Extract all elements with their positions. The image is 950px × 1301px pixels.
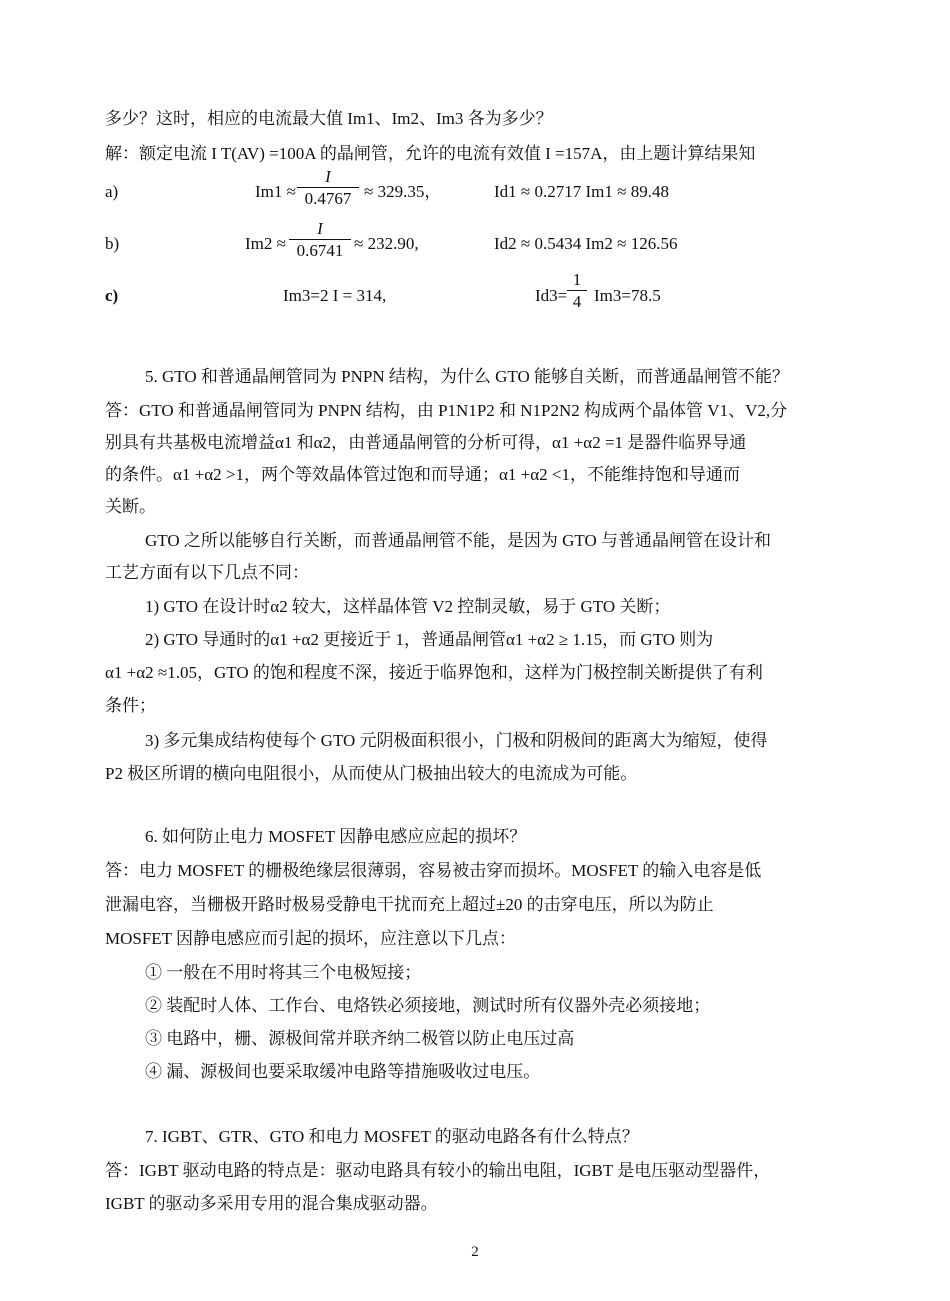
list-item-continuation: P2 极区所谓的横向电阻很小，从而使从门极抽出较大的电流成为可能。 [105,764,638,783]
fraction [567,270,587,313]
list-item: 1) GTO 在设计时α2 较大，这样晶体管 V2 控制灵敏，易于 GTO 关断； [145,597,671,616]
fraction-numerator: 1 [572,270,582,289]
text-line: 多少？这时，相应的电流最大值 Im1、Im2、Im3 各为多少？ [105,109,553,128]
equation-right: Id1 ≈ 0.2717 Im1 ≈ 89.48 [494,182,669,201]
text-line: 解：额定电流 I T(AV) =100A 的晶闸管，允许的电流有效值 I =157A，由上题计算结果知 [105,144,756,163]
answer-6-line: 泄漏电容，当栅极开路时极易受静电干扰而充上超过±20 的击穿电压，所以为防止 [105,895,714,914]
answer-6-line: MOSFET 因静电感应而引起的损坏，应注意以下几点： [105,929,517,948]
equation-rhs: ≈ 329.35， [364,182,442,201]
answer-5-line: 关断。 [105,497,156,516]
question-5: 5. GTO 和普通晶闸管同为 PNPN 结构，为什么 GTO 能够自关断，而普通晶闸管不能？ [145,367,789,386]
equation-rhs: ≈ 232.90, [354,234,419,253]
bullet-item: ② 装配时人体、工作台、电烙铁必须接地，测试时所有仪器外壳必须接地； [145,996,711,1015]
answer-5-line: 别具有共基极电流增益α1 和α2，由普通晶闸管的分析可得，α1 +α2 =1 是器件临界导通 [105,433,747,452]
question-7: 7. IGBT、GTR、GTO 和电力 MOSFET 的驱动电路各有什么特点？ [145,1127,639,1146]
bullet-item: ③ 电路中，栅、源极间常并联齐纳二极管以防止电压过高 [145,1029,575,1048]
bullet-item: ④ 漏、源极间也要采取缓冲电路等措施吸收过电压。 [145,1062,541,1081]
equation-lhs: Im1 ≈ [255,182,296,201]
answer-7-line: IGBT 的驱动多采用专用的混合集成驱动器。 [105,1194,438,1213]
list-item: 3) 多元集成结构使每个 GTO 元阴极面积很小，门极和阴极间的距离大为缩短，使得 [145,731,768,750]
question-6: 6. 如何防止电力 MOSFET 因静电感应应起的损坏？ [145,827,527,846]
equation-label: a) [105,182,119,201]
answer-6-line: 答：电力 MOSFET 的栅极绝缘层很薄弱，容易被击穿而损坏。MOSFET 的输入电容是低 [105,861,762,880]
fraction-numerator: I [317,219,323,238]
list-item-continuation: α1 +α2 ≈1.05，GTO 的饱和程度不深，接近于临界饱和，这样为门极控制关断提供了有利 [105,663,763,682]
fraction-numerator: I [325,167,331,186]
answer-5-line: 的条件。α1 +α2 >1，两个等效晶体管过饱和而导通；α1 +α2 <1，不能维持饱和导通而 [105,465,740,484]
equation-label: b) [105,234,120,253]
answer-7-line: 答：IGBT 驱动电路的特点是：驱动电路具有较小的输出电阻，IGBT 是电压驱动型器件， [105,1161,771,1180]
equation-right-lhs: Id3= [535,286,568,305]
paragraph-line: 工艺方面有以下几点不同： [105,563,309,582]
equation-lhs: Im2 ≈ [245,234,286,253]
list-item: 2) GTO 导通时的α1 +α2 更接近于 1，普通晶闸管α1 +α2 ≥ 1.15，而 GTO 则为 [145,630,714,649]
bullet-item: ① 一般在不用时将其三个电极短接； [145,963,422,982]
paragraph-line: GTO 之所以能够自行关断，而普通晶闸管不能，是因为 GTO 与普通晶闸管在设计和 [145,531,772,550]
fraction-denominator: 0.4767 [304,189,352,208]
equation-right: Id2 ≈ 0.5434 Im2 ≈ 126.56 [494,234,678,253]
fraction [297,167,359,210]
equation-right-rhs: Im3=78.5 [594,286,661,305]
page-number: 2 [471,1244,479,1260]
equation-lhs: Im3=2 I = 314, [283,286,387,305]
fraction [289,219,351,262]
equation-label: c) [105,286,119,305]
answer-5-line: 答：GTO 和普通晶闸管同为 PNPN 结构，由 P1N1P2 和 N1P2N2 构成两个晶体管 V1、V2,分 [105,401,788,420]
list-item-continuation: 条件； [105,696,156,715]
fraction-denominator: 0.6741 [296,241,344,260]
fraction-denominator: 4 [572,292,582,311]
